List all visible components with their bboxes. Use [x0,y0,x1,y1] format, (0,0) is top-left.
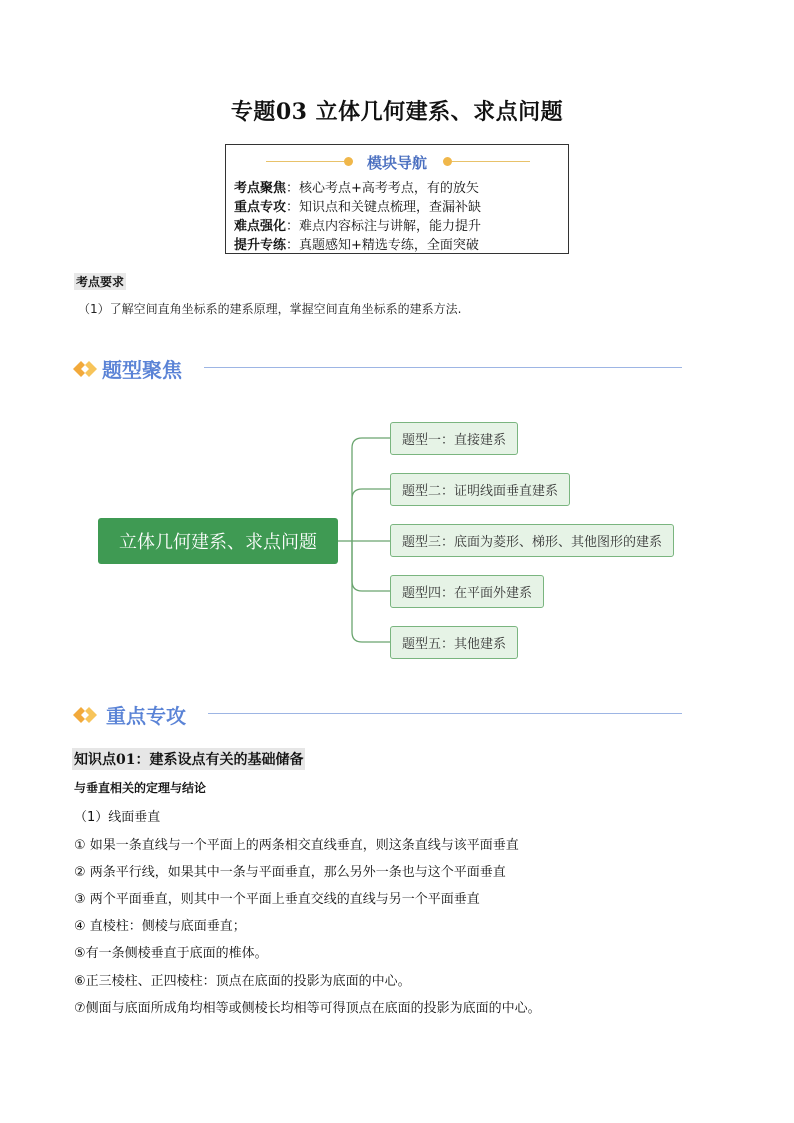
nav-row: 重点专攻：知识点和关键点梳理，查漏补缺 [234,200,482,215]
nav-row-text: 难点内容标注与讲解，能力提升 [299,219,482,234]
nav-row-label: 重点专攻 [234,200,287,215]
section-rule [208,713,682,714]
knowledge-line: （1）线面垂直 [74,810,161,825]
section-title: 题型聚焦 [102,358,182,382]
nav-row-text: 知识点和关键点梳理，查漏补缺 [299,200,482,215]
section-header-key-points [72,700,692,730]
nav-row: 考点聚焦：核心考点+高考考点，有的放矢 [234,181,479,196]
nav-row: 难点强化：难点内容标注与讲解，能力提升 [234,219,482,234]
knowledge-line: ⑤有一条侧棱垂直于底面的椎体。 [74,946,268,961]
nav-row-label: 提升专练 [234,238,287,253]
knowledge-line: ① 如果一条直线与一个平面上的两条相交直线垂直，则这条直线与该平面垂直 [74,838,519,853]
nav-divider-right [452,161,530,162]
knowledge-point-title: 知识点01：建系设点有关的基础储备 [72,748,305,770]
knowledge-line: ⑦侧面与底面所成角均相等或侧棱长均相等可得顶点在底面的投影为底面的中心。 [74,1001,541,1016]
knowledge-line: ④ 直棱柱：侧棱与底面垂直； [74,919,246,934]
mindmap-leaf: 题型四：在平面外建系 [390,575,544,608]
knowledge-line: ③ 两个平面垂直，则其中一个平面上垂直交线的直线与另一个平面垂直 [74,892,480,907]
nav-row: 提升专练：真题感知+精选专练，全面突破 [234,238,479,253]
nav-row-text: 核心考点+高考考点，有的放矢 [299,181,479,196]
mindmap-center-node: 立体几何建系、求点问题 [98,518,338,564]
requirements-heading: 考点要求 [76,275,125,289]
mindmap-leaf: 题型三：底面为菱形、梯形、其他图形的建系 [390,524,674,557]
section-rule [204,367,682,368]
double-chevron-icon [72,706,98,724]
knowledge-subtitle: 与垂直相关的定理与结论 [74,781,207,795]
module-nav-header [226,152,568,172]
knowledge-line: ② 两条平行线，如果其中一条与平面垂直，那么另外一条也与这个平面垂直 [74,865,506,880]
module-nav-title: 模块导航 [366,154,427,172]
mindmap-leaf: 题型五：其他建系 [390,626,518,659]
section-header-question-types [72,354,692,384]
mindmap [0,400,794,690]
nav-row-text: 真题感知+精选专练，全面突破 [299,238,479,253]
module-nav-rows [234,179,481,255]
page-title: 专题03 立体几何建系、求点问题 [230,99,564,125]
requirements-text: （1）了解空间直角坐标系的建系原理，掌握空间直角坐标系的建系方法. [78,302,462,316]
module-nav-box [225,144,569,254]
nav-dot-right [443,157,452,166]
mindmap-leaf: 题型一：直接建系 [390,422,518,455]
nav-row-label: 考点聚焦 [234,181,287,196]
knowledge-line: ⑥正三棱柱、正四棱柱：顶点在底面的投影为底面的中心。 [74,974,411,989]
double-chevron-icon [72,360,98,378]
mindmap-leaf: 题型二：证明线面垂直建系 [390,473,570,506]
section-title: 重点专攻 [106,704,186,728]
nav-row-label: 难点强化 [234,219,287,234]
